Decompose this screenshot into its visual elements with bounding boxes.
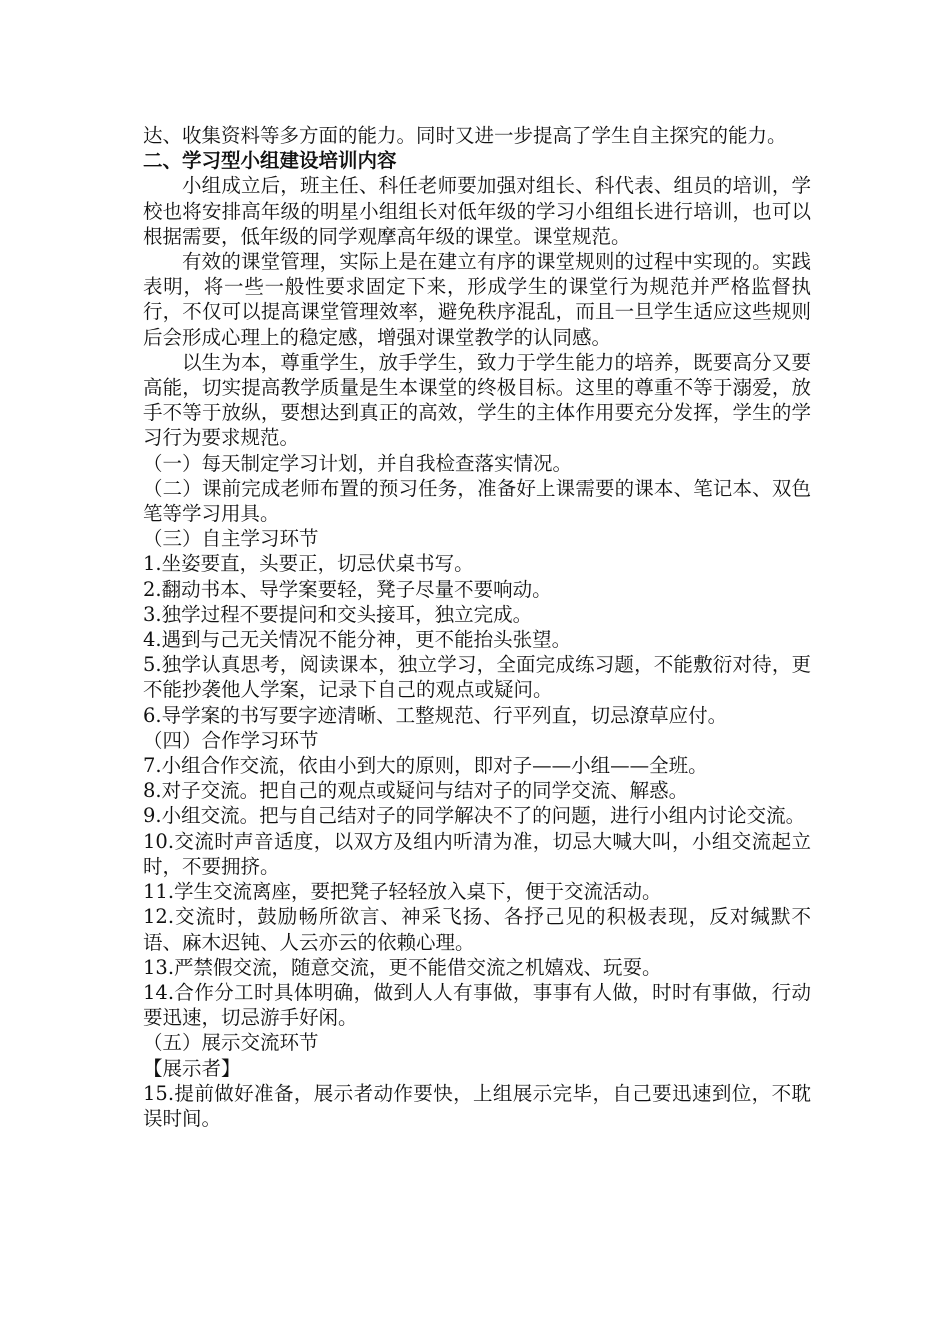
rule-1: 1.坐姿要直，头要正，切忌伏桌书写。 xyxy=(143,552,474,576)
document-body xyxy=(143,123,811,1131)
rule-15: 15.提前做好准备，展示者动作要快，上组展示完毕，自己要迅速到位，不耽误时间。 xyxy=(143,1081,811,1130)
rule-7: 7.小组合作交流，依由小到大的原则，即对子——小组——全班。 xyxy=(143,754,708,778)
paragraph-classroom-management: 有效的课堂管理，实际上是在建立有序的课堂规则的过程中实现的。实践表明，将一些一般性要求固定下来，形成学生的课堂行为规范并严格监督执行，不仅可以提高课堂管理效率，避免秩序混乱，而且一旦学生适应这些规则后会形成心理上的稳定感，增强对课堂教学的认同感。 xyxy=(143,250,811,349)
subsection-presentation: （五）展示交流环节 xyxy=(143,1031,319,1055)
subsection-cooperative-study: （四）合作学习环节 xyxy=(143,728,319,752)
list-item-2: （二）课前完成老师布置的预习任务，准备好上课需要的课本、笔记本、双色笔等学习用具。 xyxy=(143,476,811,526)
paragraph-student-centered: 以生为本，尊重学生，放手学生，致力于学生能力的培养，既要高分又要高能，切实提高教学质量是生本课堂的终极目标。这里的尊重不等于溺爱，放手不等于放纵，要想达到真正的高效，学生的主体作用要充分发挥，学生的学习行为要求规范。 xyxy=(143,350,811,450)
rule-5: 5.独学认真思考，阅读课本，独立学习，全面完成练习题，不能敷衍对待，更不能抄袭他人学案，记录下自己的观点或疑问。 xyxy=(143,653,811,702)
rule-11: 11.学生交流离座，要把凳子轻轻放入桌下，便于交流活动。 xyxy=(143,880,662,904)
paragraph-intro-continuation: 达、收集资料等多方面的能力。同时又进一步提高了学生自主探究的能力。 xyxy=(143,124,787,147)
subsection-self-study: （三）自主学习环节 xyxy=(143,527,319,551)
rule-12: 12.交流时，鼓励畅所欲言、神采飞扬、各抒己见的积极表现，反对缄默不语、麻木迟钝、人云亦云的依赖心理。 xyxy=(143,905,811,954)
paragraph-training: 小组成立后，班主任、科任老师要加强对组长、科代表、组员的培训，学校也将安排高年级的明星小组组长对低年级的学习小组组长进行培训，也可以根据需要，低年级的同学观摩高年级的课堂。课堂规范。 xyxy=(143,174,811,248)
rule-2: 2.翻动书本、导学案要轻，凳子尽量不要响动。 xyxy=(143,577,552,601)
section-heading: 二、学习型小组建设培训内容 xyxy=(143,149,397,173)
rule-14: 14.合作分工时具体明确，做到人人有事做，事事有人做，时时有事做，行动要迅速，切忌游手好闲。 xyxy=(143,980,811,1030)
rule-13: 13.严禁假交流，随意交流，更不能借交流之机嬉戏、玩耍。 xyxy=(143,955,662,979)
list-item-1: （一）每天制定学习计划，并自我检查落实情况。 xyxy=(143,451,573,475)
rule-3: 3.独学过程不要提问和交头接耳，独立完成。 xyxy=(143,602,533,626)
presenter-label: 【展示者】 xyxy=(143,1056,241,1080)
rule-8: 8.对子交流。把自己的观点或疑问与结对子的同学交流、解惑。 xyxy=(143,779,689,803)
rule-10: 10.交流时声音适度，以双方及组内听清为准，切忌大喊大叫，小组交流起立时，不要拥挤。 xyxy=(143,829,811,878)
rule-4: 4.遇到与己无关情况不能分神，更不能抬头张望。 xyxy=(143,628,572,652)
rule-6: 6.导学案的书写要字迹清晰、工整规范、行平列直，切忌潦草应付。 xyxy=(143,703,728,727)
rule-9: 9.小组交流。把与自己结对子的同学解决不了的问题，进行小组内讨论交流。 xyxy=(143,804,806,828)
